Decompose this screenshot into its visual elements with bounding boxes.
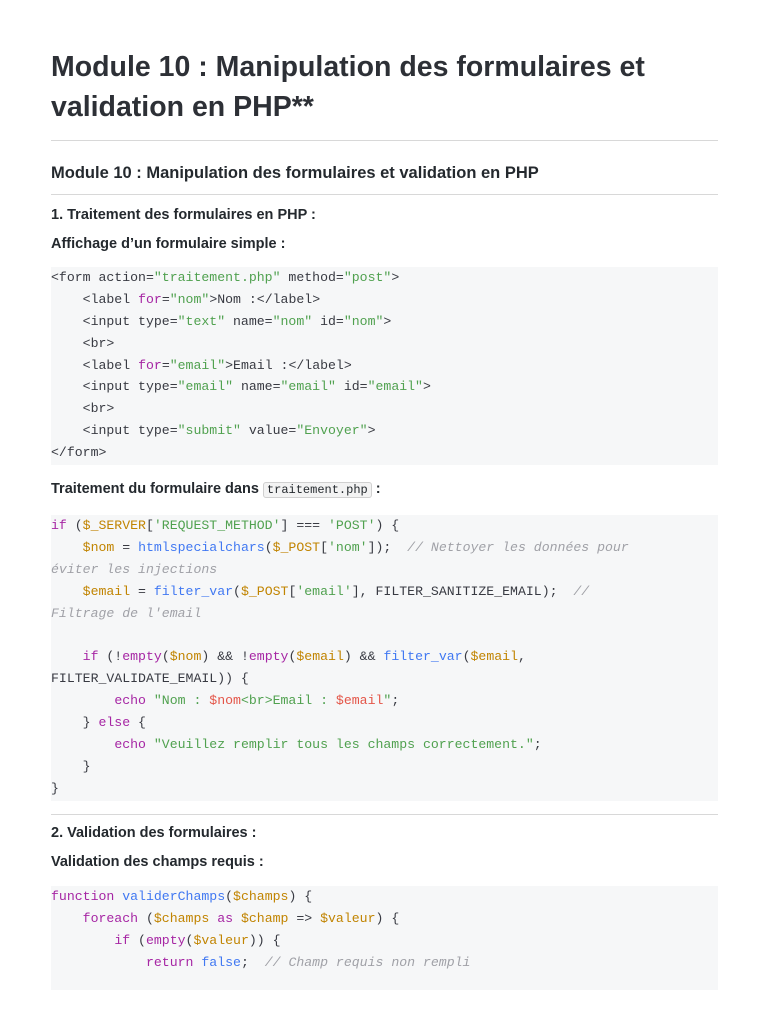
treatment-code-block (51, 515, 718, 801)
code-line: foreach ($champs as $champ => $valeur) { (82, 910, 400, 926)
module-subtitle: Module 10 : Manipulation des formulaires et validation en PHP (51, 164, 539, 182)
treatment-heading-text: Traitement du formulaire dans (51, 481, 263, 497)
code-line: echo "Nom : $nom<br>Email : $email"; (114, 693, 400, 709)
page-title: Module 10 : Manipulation des formulaires et validation en PHP** (51, 51, 645, 123)
treatment-heading (51, 479, 381, 500)
code-line: FILTER_VALIDATE_EMAIL)) { (51, 671, 249, 687)
code-line: Filtrage de l'email (51, 605, 202, 621)
form-code-block (51, 267, 718, 465)
code-line: <input type="email" name="email" id="email"> (82, 379, 431, 395)
code-line: <form action="traitement.php" method="post"> (51, 270, 400, 285)
section-1-heading: 1. Traitement des formulaires en PHP : (51, 207, 316, 223)
code-line: if ($_SERVER['REQUEST_METHOD'] === 'POST') { (51, 518, 400, 533)
code-line: } (51, 758, 91, 774)
code-line: <br> (82, 401, 115, 417)
form-display-heading: Affichage d’un formulaire simple : (51, 236, 286, 252)
code-line: éviter les injections (51, 561, 218, 577)
code-line: <label for="email">Email :</label> (82, 357, 352, 373)
validation-code-block (51, 886, 718, 990)
code-line: echo "Veuillez remplir tous les champs correctement."; (114, 736, 542, 752)
section-divider (51, 814, 718, 815)
inline-code-filename: traitement.php (263, 482, 372, 498)
code-line: $nom = htmlspecialchars($_POST['nom']); // Nettoyer les données pour (82, 539, 629, 555)
code-line: </form> (51, 445, 107, 461)
code-line: <br> (82, 335, 115, 351)
code-line: if (empty($valeur)) { (114, 932, 281, 948)
code-line: if (!empty($nom) && !empty($email) && filter_var($email, (82, 649, 526, 665)
code-line: <input type="text" name="nom" id="nom"> (82, 313, 392, 329)
code-line: $email = filter_var($_POST['email'], FILTER_SANITIZE_EMAIL); // (82, 583, 590, 599)
treatment-heading-suffix: : (371, 481, 381, 497)
code-line: return false; // Champ requis non rempli (145, 954, 471, 970)
title-divider (51, 140, 718, 141)
section-2-heading: 2. Validation des formulaires : (51, 825, 257, 841)
code-line: } else { (51, 715, 146, 731)
required-fields-heading: Validation des champs requis : (51, 854, 264, 870)
subtitle-divider (51, 194, 718, 195)
code-line: function validerChamps($champs) { (51, 889, 313, 904)
code-line: <input type="submit" value="Envoyer"> (82, 423, 376, 439)
code-line: } (51, 780, 59, 796)
code-line (51, 624, 718, 646)
code-line: <label for="nom">Nom :</label> (82, 291, 321, 307)
